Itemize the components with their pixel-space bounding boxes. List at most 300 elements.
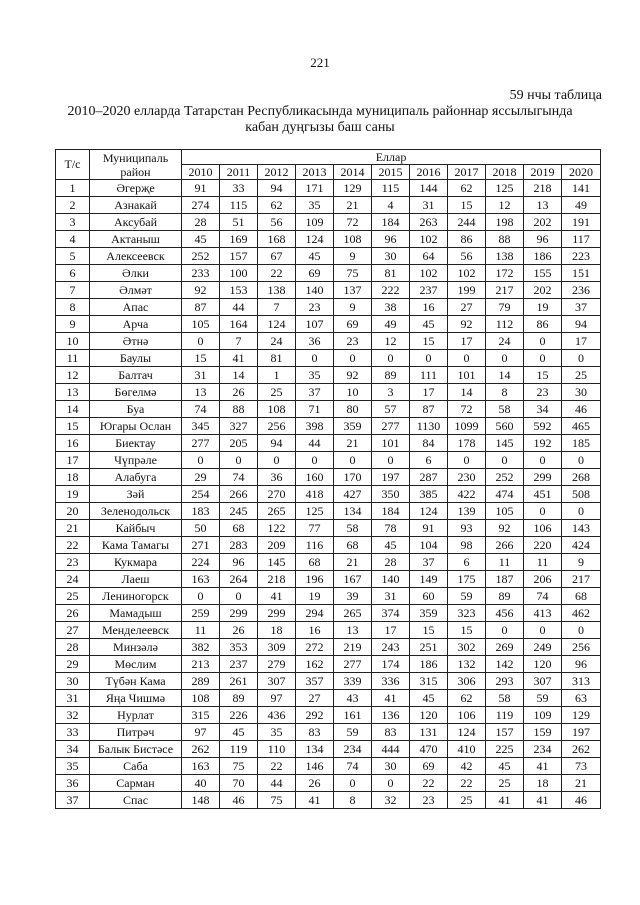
year-value: 140 <box>296 282 334 299</box>
year-value: 71 <box>296 401 334 418</box>
year-value: 244 <box>448 214 486 231</box>
year-value: 21 <box>562 775 601 792</box>
district-name: Алексеевск <box>90 248 182 265</box>
district-name: Мамадыш <box>90 605 182 622</box>
year-value: 508 <box>562 486 601 503</box>
district-name: Алабуга <box>90 469 182 486</box>
year-value: 15 <box>410 333 448 350</box>
year-value: 254 <box>182 486 220 503</box>
district-name: Менделеевск <box>90 622 182 639</box>
year-value: 474 <box>486 486 524 503</box>
district-name: Лениногорск <box>90 588 182 605</box>
year-value: 105 <box>486 503 524 520</box>
year-value: 45 <box>296 248 334 265</box>
district-name: Азнакай <box>90 197 182 214</box>
table-number: 59 нчы таблица <box>509 88 602 103</box>
year-value: 86 <box>524 316 562 333</box>
year-value: 22 <box>258 265 296 282</box>
year-value: 353 <box>220 639 258 656</box>
table-row <box>56 299 601 316</box>
year-value: 209 <box>258 537 296 554</box>
year-value: 456 <box>486 605 524 622</box>
year-value: 27 <box>296 690 334 707</box>
year-value: 117 <box>562 231 601 248</box>
year-value: 345 <box>182 418 220 435</box>
table-body <box>56 180 601 809</box>
year-value: 249 <box>524 639 562 656</box>
year-value: 89 <box>486 588 524 605</box>
year-value: 72 <box>448 401 486 418</box>
row-index: 10 <box>56 333 90 350</box>
year-value: 64 <box>410 248 448 265</box>
year-value: 26 <box>220 384 258 401</box>
year-value: 307 <box>524 673 562 690</box>
year-value: 120 <box>410 707 448 724</box>
row-index: 1 <box>56 180 90 197</box>
year-value: 68 <box>334 537 372 554</box>
year-value: 42 <box>448 758 486 775</box>
year-value: 111 <box>410 367 448 384</box>
district-name: Биектау <box>90 435 182 452</box>
year-value: 266 <box>220 486 258 503</box>
year-value: 88 <box>220 401 258 418</box>
year-value: 83 <box>372 724 410 741</box>
year-value: 41 <box>486 792 524 809</box>
row-index: 25 <box>56 588 90 605</box>
year-value: 0 <box>334 775 372 792</box>
year-value: 41 <box>524 758 562 775</box>
year-value: 139 <box>448 503 486 520</box>
table-row <box>56 758 601 775</box>
year-value: 0 <box>562 350 601 367</box>
year-value: 192 <box>524 435 562 452</box>
year-value: 87 <box>182 299 220 316</box>
year-value: 105 <box>182 316 220 333</box>
year-value: 75 <box>334 265 372 282</box>
row-index: 5 <box>56 248 90 265</box>
header-year: 2012 <box>258 165 296 180</box>
district-name: Кукмара <box>90 554 182 571</box>
year-value: 15 <box>524 367 562 384</box>
district-name: Зеленодольск <box>90 503 182 520</box>
year-value: 184 <box>372 503 410 520</box>
year-value: 191 <box>562 214 601 231</box>
district-name: Чүпрәле <box>90 452 182 469</box>
year-value: 7 <box>220 333 258 350</box>
year-value: 223 <box>562 248 601 265</box>
year-value: 168 <box>258 231 296 248</box>
row-index: 11 <box>56 350 90 367</box>
year-value: 299 <box>524 469 562 486</box>
year-value: 262 <box>182 741 220 758</box>
district-name: Мөслим <box>90 656 182 673</box>
year-value: 83 <box>296 724 334 741</box>
year-value: 88 <box>486 231 524 248</box>
year-value: 22 <box>448 775 486 792</box>
year-value: 119 <box>220 741 258 758</box>
year-value: 101 <box>448 367 486 384</box>
year-value: 233 <box>182 265 220 282</box>
year-value: 266 <box>486 537 524 554</box>
year-value: 261 <box>220 673 258 690</box>
row-index: 4 <box>56 231 90 248</box>
district-name: Актаныш <box>90 231 182 248</box>
year-value: 8 <box>334 792 372 809</box>
year-value: 0 <box>182 452 220 469</box>
year-value: 14 <box>486 367 524 384</box>
year-value: 36 <box>296 333 334 350</box>
year-value: 162 <box>296 656 334 673</box>
year-value: 0 <box>220 588 258 605</box>
district-name: Спас <box>90 792 182 809</box>
year-value: 129 <box>334 180 372 197</box>
year-value: 26 <box>220 622 258 639</box>
year-value: 11 <box>524 554 562 571</box>
year-value: 0 <box>296 452 334 469</box>
year-value: 560 <box>486 418 524 435</box>
year-value: 10 <box>334 384 372 401</box>
year-value: 74 <box>524 588 562 605</box>
table-row <box>56 384 601 401</box>
year-value: 0 <box>524 503 562 520</box>
year-value: 470 <box>410 741 448 758</box>
year-value: 129 <box>562 707 601 724</box>
year-value: 385 <box>410 486 448 503</box>
year-value: 306 <box>448 673 486 690</box>
year-value: 35 <box>296 367 334 384</box>
table-row <box>56 469 601 486</box>
year-value: 374 <box>372 605 410 622</box>
year-value: 41 <box>258 588 296 605</box>
year-value: 0 <box>448 350 486 367</box>
year-value: 46 <box>220 792 258 809</box>
year-value: 19 <box>524 299 562 316</box>
year-value: 24 <box>486 333 524 350</box>
year-value: 15 <box>410 622 448 639</box>
district-name: Питрәч <box>90 724 182 741</box>
year-value: 15 <box>448 197 486 214</box>
year-value: 1099 <box>448 418 486 435</box>
year-value: 60 <box>410 588 448 605</box>
year-value: 80 <box>334 401 372 418</box>
year-value: 1130 <box>410 418 448 435</box>
year-value: 87 <box>410 401 448 418</box>
year-value: 245 <box>220 503 258 520</box>
year-value: 13 <box>334 622 372 639</box>
table-row <box>56 707 601 724</box>
row-index: 34 <box>56 741 90 758</box>
year-value: 62 <box>448 690 486 707</box>
year-value: 29 <box>182 469 220 486</box>
year-value: 436 <box>258 707 296 724</box>
year-value: 34 <box>524 401 562 418</box>
row-index: 21 <box>56 520 90 537</box>
row-index: 22 <box>56 537 90 554</box>
year-value: 74 <box>334 758 372 775</box>
header-year: 2013 <box>296 165 334 180</box>
row-index: 6 <box>56 265 90 282</box>
year-value: 16 <box>410 299 448 316</box>
year-value: 218 <box>524 180 562 197</box>
year-value: 0 <box>448 452 486 469</box>
year-value: 0 <box>524 622 562 639</box>
year-value: 106 <box>448 707 486 724</box>
year-value: 94 <box>258 180 296 197</box>
year-value: 185 <box>562 435 601 452</box>
year-value: 35 <box>296 197 334 214</box>
year-value: 30 <box>372 248 410 265</box>
row-index: 35 <box>56 758 90 775</box>
year-value: 45 <box>220 724 258 741</box>
year-value: 175 <box>448 571 486 588</box>
row-index: 23 <box>56 554 90 571</box>
table-row <box>56 333 601 350</box>
year-value: 157 <box>220 248 258 265</box>
year-value: 31 <box>182 367 220 384</box>
year-value: 265 <box>334 605 372 622</box>
table-row <box>56 452 601 469</box>
year-value: 17 <box>372 622 410 639</box>
year-value: 359 <box>334 418 372 435</box>
year-value: 307 <box>258 673 296 690</box>
table-row <box>56 214 601 231</box>
year-value: 109 <box>524 707 562 724</box>
year-value: 382 <box>182 639 220 656</box>
year-value: 186 <box>410 656 448 673</box>
year-value: 213 <box>182 656 220 673</box>
year-value: 224 <box>182 554 220 571</box>
year-value: 44 <box>258 775 296 792</box>
year-value: 230 <box>448 469 486 486</box>
table-head <box>56 150 601 180</box>
year-value: 94 <box>562 316 601 333</box>
year-value: 30 <box>372 758 410 775</box>
year-value: 36 <box>258 469 296 486</box>
row-index: 28 <box>56 639 90 656</box>
year-value: 271 <box>182 537 220 554</box>
year-value: 184 <box>372 214 410 231</box>
year-value: 108 <box>182 690 220 707</box>
row-index: 3 <box>56 214 90 231</box>
year-value: 86 <box>448 231 486 248</box>
year-value: 97 <box>182 724 220 741</box>
year-value: 77 <box>296 520 334 537</box>
year-value: 68 <box>296 554 334 571</box>
year-value: 81 <box>372 265 410 282</box>
year-value: 252 <box>486 469 524 486</box>
year-value: 17 <box>448 333 486 350</box>
year-value: 15 <box>182 350 220 367</box>
year-value: 0 <box>524 452 562 469</box>
year-value: 142 <box>486 656 524 673</box>
table-row <box>56 775 601 792</box>
year-value: 292 <box>296 707 334 724</box>
year-value: 197 <box>562 724 601 741</box>
year-value: 217 <box>486 282 524 299</box>
year-value: 339 <box>334 673 372 690</box>
year-value: 0 <box>486 452 524 469</box>
year-value: 243 <box>372 639 410 656</box>
row-index: 19 <box>56 486 90 503</box>
year-value: 451 <box>524 486 562 503</box>
year-value: 350 <box>372 486 410 503</box>
year-value: 272 <box>296 639 334 656</box>
table-row <box>56 401 601 418</box>
year-value: 75 <box>220 758 258 775</box>
year-value: 9 <box>562 554 601 571</box>
year-value: 206 <box>524 571 562 588</box>
year-value: 264 <box>220 571 258 588</box>
year-value: 119 <box>486 707 524 724</box>
year-value: 256 <box>258 418 296 435</box>
year-value: 186 <box>524 248 562 265</box>
year-value: 252 <box>182 248 220 265</box>
year-value: 413 <box>524 605 562 622</box>
year-value: 16 <box>296 622 334 639</box>
year-value: 294 <box>296 605 334 622</box>
row-index: 24 <box>56 571 90 588</box>
year-value: 81 <box>258 350 296 367</box>
year-value: 31 <box>410 197 448 214</box>
year-value: 73 <box>562 758 601 775</box>
header-year: 2020 <box>562 165 601 180</box>
year-value: 91 <box>410 520 448 537</box>
year-value: 74 <box>220 469 258 486</box>
year-value: 132 <box>448 656 486 673</box>
table-row <box>56 554 601 571</box>
year-value: 37 <box>296 384 334 401</box>
year-value: 199 <box>448 282 486 299</box>
year-value: 277 <box>334 656 372 673</box>
year-value: 44 <box>296 435 334 452</box>
year-value: 102 <box>448 265 486 282</box>
year-value: 259 <box>182 605 220 622</box>
row-index: 32 <box>56 707 90 724</box>
year-value: 59 <box>334 724 372 741</box>
row-index: 12 <box>56 367 90 384</box>
year-value: 122 <box>258 520 296 537</box>
year-value: 41 <box>524 792 562 809</box>
year-value: 69 <box>334 316 372 333</box>
year-value: 92 <box>486 520 524 537</box>
header-index: Т/с <box>56 150 90 180</box>
year-value: 14 <box>220 367 258 384</box>
row-index: 7 <box>56 282 90 299</box>
district-name: Сарман <box>90 775 182 792</box>
row-index: 31 <box>56 690 90 707</box>
district-name: Нурлат <box>90 707 182 724</box>
year-value: 28 <box>182 214 220 231</box>
row-index: 2 <box>56 197 90 214</box>
year-value: 28 <box>372 554 410 571</box>
row-index: 17 <box>56 452 90 469</box>
year-value: 46 <box>562 401 601 418</box>
year-value: 9 <box>334 248 372 265</box>
table-row <box>56 639 601 656</box>
year-value: 124 <box>410 503 448 520</box>
year-value: 465 <box>562 418 601 435</box>
year-value: 151 <box>562 265 601 282</box>
year-value: 237 <box>410 282 448 299</box>
year-value: 92 <box>334 367 372 384</box>
year-value: 283 <box>220 537 258 554</box>
table-row <box>56 520 601 537</box>
header-year: 2011 <box>220 165 258 180</box>
year-value: 59 <box>448 588 486 605</box>
year-value: 134 <box>334 503 372 520</box>
row-index: 33 <box>56 724 90 741</box>
year-value: 137 <box>334 282 372 299</box>
year-value: 4 <box>372 197 410 214</box>
year-value: 43 <box>334 690 372 707</box>
year-value: 7 <box>258 299 296 316</box>
year-value: 59 <box>524 690 562 707</box>
year-value: 234 <box>524 741 562 758</box>
year-value: 359 <box>410 605 448 622</box>
row-index: 14 <box>56 401 90 418</box>
year-value: 75 <box>258 792 296 809</box>
year-value: 14 <box>448 384 486 401</box>
year-value: 0 <box>562 452 601 469</box>
row-index: 16 <box>56 435 90 452</box>
year-value: 67 <box>258 248 296 265</box>
year-value: 17 <box>562 333 601 350</box>
year-value: 12 <box>372 333 410 350</box>
district-name: Кама Тамагы <box>90 537 182 554</box>
year-value: 444 <box>372 741 410 758</box>
year-value: 153 <box>220 282 258 299</box>
year-value: 0 <box>524 333 562 350</box>
year-value: 78 <box>372 520 410 537</box>
district-name: Балык Бистәсе <box>90 741 182 758</box>
year-value: 269 <box>486 639 524 656</box>
title-line-1: 2010–2020 елларда Татарстан Республикасында муниципаль районнар яссылыгында <box>67 104 573 119</box>
year-value: 124 <box>296 231 334 248</box>
year-value: 336 <box>372 673 410 690</box>
year-value: 37 <box>562 299 601 316</box>
row-index: 27 <box>56 622 90 639</box>
year-value: 98 <box>448 537 486 554</box>
district-name: Минзәлә <box>90 639 182 656</box>
year-value: 72 <box>334 214 372 231</box>
year-value: 91 <box>182 180 220 197</box>
year-value: 15 <box>448 622 486 639</box>
district-name: Баулы <box>90 350 182 367</box>
year-value: 102 <box>410 265 448 282</box>
year-value: 237 <box>220 656 258 673</box>
year-value: 110 <box>258 741 296 758</box>
data-table <box>55 149 601 809</box>
year-value: 25 <box>448 792 486 809</box>
year-value: 0 <box>334 350 372 367</box>
year-value: 68 <box>562 588 601 605</box>
year-value: 69 <box>410 758 448 775</box>
year-value: 89 <box>220 690 258 707</box>
year-value: 37 <box>410 554 448 571</box>
year-value: 218 <box>258 571 296 588</box>
year-value: 6 <box>448 554 486 571</box>
year-value: 197 <box>372 469 410 486</box>
header-year: 2019 <box>524 165 562 180</box>
year-value: 0 <box>220 452 258 469</box>
year-value: 167 <box>334 571 372 588</box>
year-value: 145 <box>258 554 296 571</box>
year-value: 174 <box>372 656 410 673</box>
year-value: 140 <box>372 571 410 588</box>
year-value: 26 <box>296 775 334 792</box>
district-name: Түбән Кама <box>90 673 182 690</box>
table-row <box>56 724 601 741</box>
